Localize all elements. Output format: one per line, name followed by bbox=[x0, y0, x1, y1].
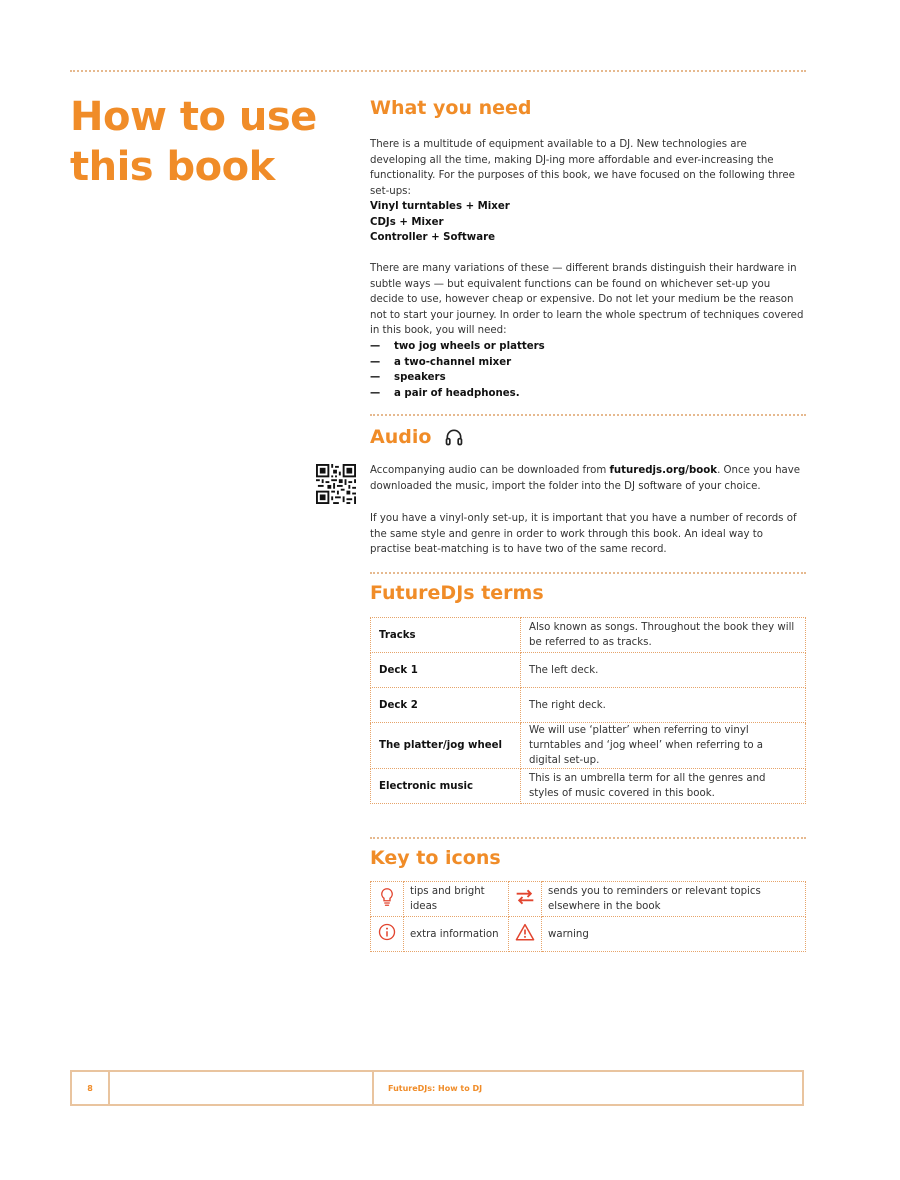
key-label: extra information bbox=[404, 917, 509, 952]
term-cell: Electronic music bbox=[371, 769, 521, 804]
terms-table bbox=[370, 617, 806, 804]
what-you-need-heading: What you need bbox=[370, 97, 532, 119]
key-label: warning bbox=[542, 917, 806, 952]
setup-item: Controller + Software bbox=[370, 232, 496, 244]
need-item: — a pair of headphones. bbox=[370, 386, 805, 402]
table-row bbox=[371, 688, 806, 723]
icon-cell bbox=[371, 882, 404, 917]
table-row bbox=[371, 723, 806, 769]
rule-audio bbox=[370, 414, 806, 416]
audio-heading bbox=[370, 425, 464, 449]
rule-key bbox=[370, 837, 806, 839]
key-label: tips and bright ideas bbox=[404, 882, 509, 917]
definition-cell: Also known as songs. Throughout the book they will be referred to as tracks. bbox=[521, 618, 806, 653]
definition-cell: This is an umbrella term for all the genres and styles of music covered in this book. bbox=[521, 769, 806, 804]
page-title-line-1: How to use bbox=[70, 94, 317, 140]
definition-cell: The right deck. bbox=[521, 688, 806, 723]
audio-text-after: . Once you have downloaded the music, import the folder into the DJ software of your choice. bbox=[370, 465, 801, 492]
footer-book-title: FutureDJs: How to DJ bbox=[388, 1083, 483, 1093]
icon-cell bbox=[509, 917, 542, 952]
info-icon bbox=[378, 923, 396, 941]
audio-text-before: Accompanying audio can be downloaded from bbox=[370, 465, 610, 476]
icon-cell bbox=[371, 917, 404, 952]
needs-list bbox=[370, 339, 805, 401]
key-heading: Key to icons bbox=[370, 847, 501, 869]
setups-list bbox=[370, 199, 805, 246]
top-rule bbox=[70, 70, 806, 72]
setup-item: Vinyl turntables + Mixer bbox=[370, 201, 510, 212]
need-item: — speakers bbox=[370, 370, 805, 386]
warning-icon bbox=[515, 923, 535, 941]
key-label: sends you to reminders or relevant topics elsewhere in the book bbox=[542, 882, 806, 917]
swap-arrows-icon bbox=[515, 889, 535, 905]
term-cell: Deck 1 bbox=[371, 653, 521, 688]
need-item: — a two-channel mixer bbox=[370, 355, 805, 371]
audio-paragraph-2: If you have a vinyl-only set-up, it is important that you have a number of records of the same style and genre in order to work through this book. An ideal way to practise beat-matching is to have two of the same record. bbox=[370, 513, 797, 556]
headphones-icon bbox=[444, 427, 464, 447]
terms-heading: FutureDJs terms bbox=[370, 582, 544, 604]
table-row bbox=[371, 653, 806, 688]
icon-cell bbox=[509, 882, 542, 917]
definition-cell: The left deck. bbox=[521, 653, 806, 688]
variations-paragraph: There are many variations of these — different brands distinguish their hardware in subtle ways — but equivalent functions can be found on whichever set-up you decide to use, however cheap or expensive. Do not let your medium be the reason not to start your journey. In order to learn the whole spectrum of techniques covered in this book, you will need: bbox=[370, 263, 804, 337]
audio-download-link[interactable]: futuredjs.org/book bbox=[609, 465, 718, 476]
lightbulb-icon bbox=[378, 887, 396, 907]
term-cell: The platter/jog wheel bbox=[371, 723, 521, 769]
rule-terms bbox=[370, 572, 806, 574]
audio-heading-text: Audio bbox=[370, 426, 432, 448]
footer-spacer bbox=[110, 1072, 374, 1104]
icon-key-table bbox=[370, 881, 806, 952]
table-row bbox=[371, 917, 806, 952]
definition-cell: We will use ‘platter’ when referring to vinyl turntables and ‘jog wheel’ when referring to a digital set-up. bbox=[521, 723, 806, 769]
page-title-line-2: this book bbox=[70, 144, 275, 190]
need-item: — two jog wheels or platters bbox=[370, 339, 805, 355]
term-cell: Deck 2 bbox=[371, 688, 521, 723]
page-footer bbox=[70, 1070, 804, 1106]
page-title bbox=[70, 92, 340, 192]
setup-item: CDJs + Mixer bbox=[370, 216, 444, 228]
qr-code[interactable] bbox=[316, 464, 356, 504]
table-row bbox=[371, 882, 806, 917]
what-you-need-intro: There is a multitude of equipment available to a DJ. New technologies are developing all the time, making DJ-ing more affordable and ever-increasing the functionality. For the purposes of this book, we have focused on the following three set-ups: bbox=[370, 139, 795, 197]
table-row bbox=[371, 769, 806, 804]
table-row bbox=[371, 618, 806, 653]
page-number: 8 bbox=[72, 1072, 110, 1104]
term-cell: Tracks bbox=[371, 618, 521, 653]
audio-paragraph-1 bbox=[370, 463, 805, 494]
